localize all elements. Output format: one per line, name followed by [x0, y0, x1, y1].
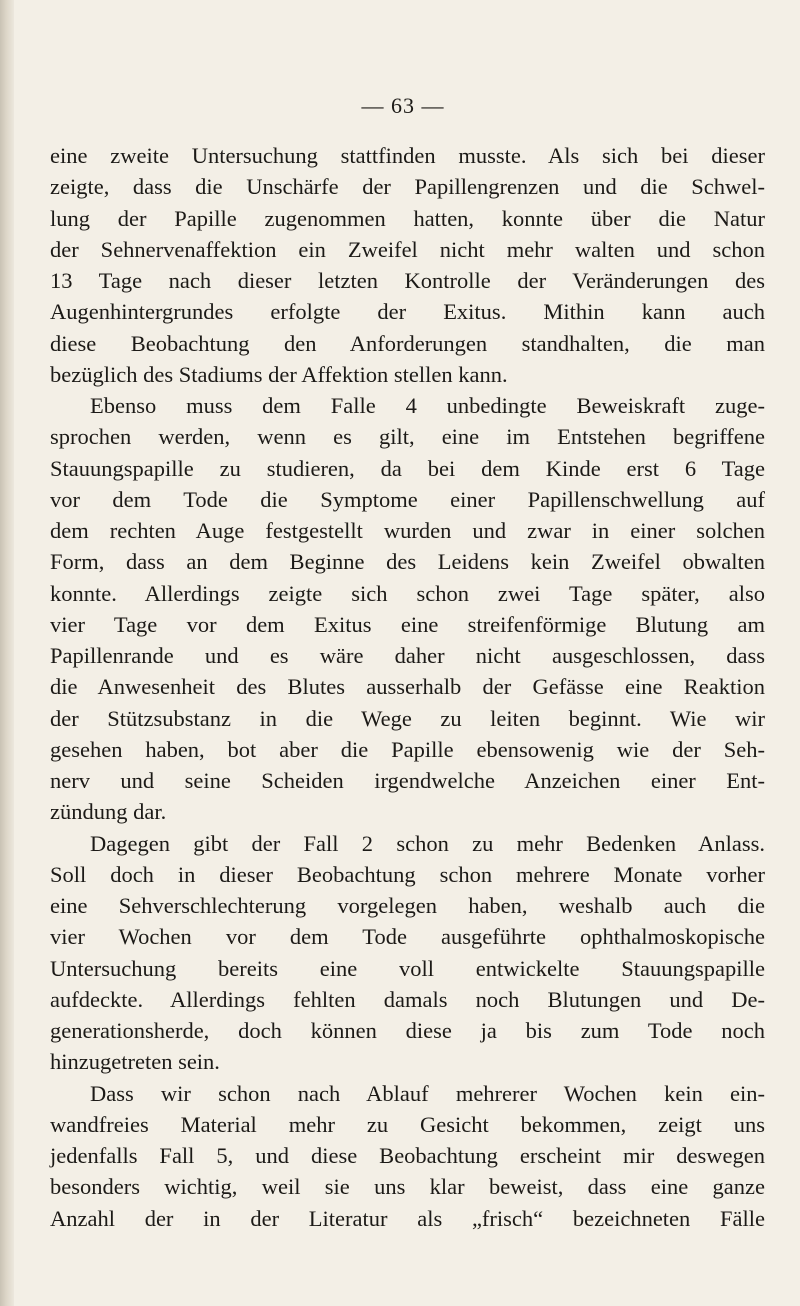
paragraph	[50, 828, 765, 1078]
text-line: Papillenrande und es wäre daher nicht ausgeschlossen, dass	[50, 643, 765, 668]
text-line: zündung dar.	[50, 799, 167, 825]
text-line: wandfreies Material mehr zu Gesicht bekommen, zeigt uns	[50, 1111, 765, 1137]
text-line: die Anwesenheit des Blutes ausserhalb der Gefässe eine Reaktion	[50, 674, 765, 700]
text-line: eine zweite Untersuchung stattfinden musste. Als sich bei dieser	[50, 143, 765, 168]
text-line: vier Wochen vor dem Tode ausgeführte ophthalmoskopische	[50, 924, 765, 950]
text-line: jedenfalls Fall 5, und diese Beobachtung erscheint mir deswegen	[50, 1143, 765, 1168]
text-line: Soll doch in dieser Beobachtung schon mehrere Monate vorher	[50, 861, 765, 887]
text-line: lung der Papille zugenommen hatten, konnte über die Natur	[50, 205, 765, 231]
text-line: der Sehnervenaffektion ein Zweifel nicht mehr walten und schon	[50, 236, 765, 262]
text-line: hinzugetreten sein.	[50, 1049, 220, 1075]
text-line: Ebenso muss dem Falle 4 unbedingte Beweiskraft zuge-	[90, 393, 765, 418]
text-line: vier Tage vor dem Exitus eine streifenförmige Blutung am	[50, 611, 765, 637]
text-line: Stauungspapille zu studieren, da bei dem Kinde erst 6 Tage	[50, 455, 765, 481]
paragraph	[50, 140, 765, 390]
text-line: Anzahl der in der Literatur als „frisch“ bezeichneten Fälle	[50, 1205, 765, 1231]
text-line: vor dem Tode die Symptome einer Papillenschwellung auf	[50, 486, 765, 512]
text-line: Dass wir schon nach Ablauf mehrerer Wochen kein ein-	[90, 1080, 765, 1106]
paragraph	[50, 1078, 765, 1234]
text-line: zeigte, dass die Unschärfe der Papillengrenzen und die Schwel-	[50, 174, 765, 200]
text-line: aufdeckte. Allerdings fehlten damals noch Blutungen und De-	[50, 986, 765, 1012]
text-line: besonders wichtig, weil sie uns klar beweist, dass eine ganze	[50, 1174, 765, 1200]
paragraph	[50, 390, 765, 828]
text-line: Dagegen gibt der Fall 2 schon zu mehr Bedenken Anlass.	[90, 830, 765, 856]
page-edge	[0, 0, 14, 1306]
text-line: Augenhintergrundes erfolgte der Exitus. Mithin kann auch	[50, 299, 765, 325]
text-line: Untersuchung bereits eine voll entwickelte Stauungspapille	[50, 955, 765, 981]
text-line: 13 Tage nach dieser letzten Kontrolle der Veränderungen des	[50, 268, 765, 293]
text-line: eine Sehverschlechterung vorgelegen haben, weshalb auch die	[50, 893, 765, 918]
text-line: diese Beobachtung den Anforderungen standhalten, die man	[50, 330, 765, 356]
body-text	[50, 140, 765, 1234]
text-line: nerv und seine Scheiden irgendwelche Anzeichen einer Ent-	[50, 768, 765, 793]
text-line: der Stützsubstanz in die Wege zu leiten beginnt. Wie wir	[50, 705, 765, 731]
text-line: konnte. Allerdings zeigte sich schon zwei Tage später, also	[50, 580, 765, 606]
text-line: generationsherde, doch können diese ja bis zum Tode noch	[50, 1018, 765, 1043]
text-line: sprochen werden, wenn es gilt, eine im Entstehen begriffene	[50, 424, 765, 450]
page-number: — 63 —	[361, 93, 445, 118]
text-line: gesehen haben, bot aber die Papille ebensowenig wie der Seh-	[50, 736, 765, 762]
text-line: bezüglich des Stadiums der Affektion stellen kann.	[50, 361, 508, 387]
text-line: dem rechten Auge festgestellt wurden und zwar in einer solchen	[50, 518, 765, 543]
text-line: Form, dass an dem Beginne des Leidens kein Zweifel obwalten	[50, 549, 765, 575]
